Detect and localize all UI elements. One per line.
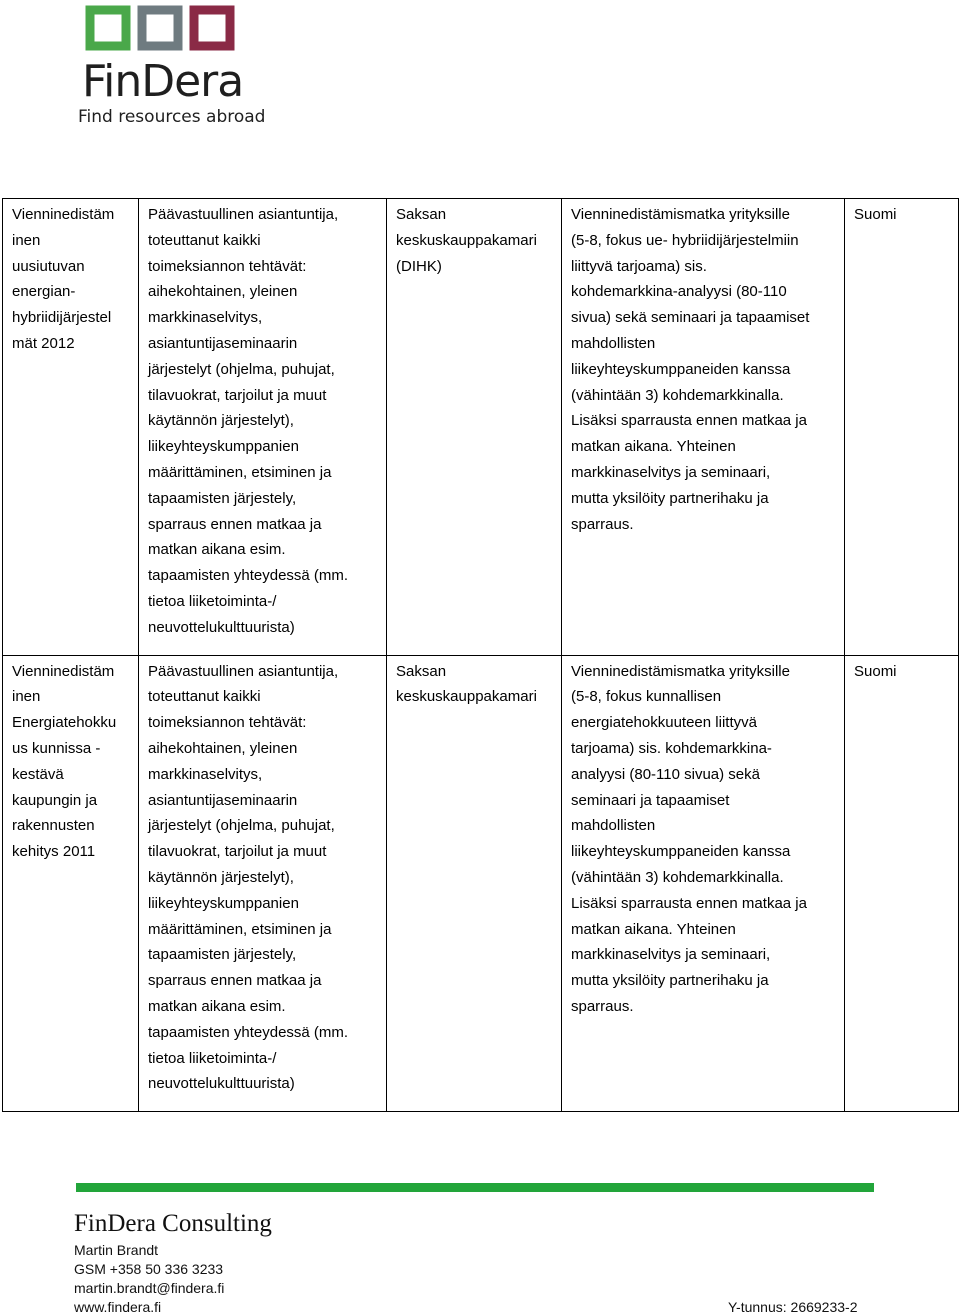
cell-role-line: asiantuntijaseminaarin: [148, 334, 298, 352]
cell-project-title-line: hybriidijärjestel: [12, 309, 112, 327]
cell-role-line: neuvottelukulttuurista): [148, 1075, 295, 1093]
cell-description-line: liikeyhteyskumppaneiden kanssa: [571, 360, 791, 378]
footer-divider-bar: [76, 1183, 874, 1192]
footer-website[interactable]: www.findera.fi: [74, 1299, 162, 1315]
footer-contact-name: Martin Brandt: [74, 1242, 159, 1258]
cell-role-line: Päävastuullinen asiantuntija,: [148, 206, 339, 223]
cell-role-line: matkan aikana esim.: [148, 541, 286, 559]
footer-business-id: Y-tunnus: 2669233-2: [728, 1299, 858, 1315]
cell-role-line: tapaamisten yhteydessä (mm.: [148, 567, 349, 585]
logo-name: FinDera: [82, 56, 244, 107]
cell-description-line: (5-8, fokus ue- hybriidijärjestelmiin: [571, 231, 799, 249]
cell-description-line: sparraus.: [571, 515, 634, 533]
cell-role-line: neuvottelukulttuurista): [148, 618, 295, 636]
logo-mark-icon: [84, 4, 244, 52]
cell-project-title-line: kehitys 2011: [12, 843, 96, 861]
cell-role-line: toteuttanut kaikki: [148, 231, 261, 249]
cell-role-line: tapaamisten yhteydessä (mm.: [148, 1023, 349, 1041]
cell-role-line: markkinaselvitys,: [148, 309, 263, 327]
cell-description-line: kohdemarkkina-analyysi (80-110: [571, 283, 787, 301]
references-table: [2, 198, 959, 1112]
cell-role: [139, 199, 387, 656]
cell-description-line: sivua) sekä seminaari ja tapaamiset: [571, 309, 810, 327]
cell-role-line: sparraus ennen matkaa ja: [148, 972, 322, 990]
cell-description-line: mutta yksilöity partnerihaku ja: [571, 489, 769, 507]
cell-role-line: asiantuntijaseminaarin: [148, 791, 298, 809]
cell-description-line: markkinaselvitys ja seminaari,: [571, 463, 771, 481]
cell-description-line: (vähintään 3) kohdemarkkinalla.: [571, 386, 784, 404]
cell-project-title-line: inen: [12, 688, 41, 706]
cell-description-line: Vienninedistämismatka yrityksille: [571, 206, 790, 223]
cell-description-line: tarjoama) sis. kohdemarkkina-: [571, 739, 772, 757]
cell-client-line: keskuskauppakamari: [396, 688, 537, 706]
cell-role-line: Päävastuullinen asiantuntija,: [148, 662, 339, 680]
cell-description-line: Lisäksi sparrausta ennen matkaa ja: [571, 894, 807, 912]
cell-role-line: tietoa liiketoiminta-/: [148, 1049, 277, 1067]
footer-company-name: FinDera Consulting: [74, 1210, 272, 1237]
cell-project-title-line: mät 2012: [12, 334, 75, 352]
cell-description-line: (5-8, fokus kunnallisen: [571, 688, 722, 706]
cell-description-line: matkan aikana. Yhteinen: [571, 920, 736, 938]
cell-description-line: analyysi (80-110 sivua) sekä: [571, 765, 760, 783]
cell-description-line: Lisäksi sparrausta ennen matkaa ja: [571, 412, 807, 430]
cell-role-line: tapaamisten järjestely,: [148, 946, 297, 964]
cell-role-line: käytännön järjestelyt),: [148, 868, 294, 886]
cell-description-line: (vähintään 3) kohdemarkkinalla.: [571, 868, 784, 886]
cell-project-title-line: kestävä: [12, 765, 64, 783]
cell-role: [139, 655, 387, 1112]
cell-description-line: Vienninedistämismatka yrityksille: [571, 662, 790, 680]
cell-description-line: liittyvä tarjoama) sis.: [571, 257, 707, 275]
cell-client: [387, 655, 562, 1112]
cell-role-line: aihekohtainen, yleinen: [148, 283, 298, 301]
cell-client-line: Saksan: [396, 206, 447, 223]
table-row: [3, 655, 959, 1112]
cell-project-title-line: Vienninedistäm: [12, 206, 115, 223]
cell-description-line: matkan aikana. Yhteinen: [571, 438, 736, 456]
cell-description-line: mutta yksilöity partnerihaku ja: [571, 972, 769, 990]
findera-logo: [76, 4, 266, 128]
cell-role-line: määrittäminen, etsiminen ja: [148, 463, 332, 481]
cell-role-line: käytännön järjestelyt),: [148, 412, 294, 430]
cell-role-line: määrittäminen, etsiminen ja: [148, 920, 332, 938]
cell-project-title-line: uusiutuvan: [12, 257, 85, 275]
cell-role-line: liikeyhteyskumppanien: [148, 894, 299, 912]
cell-client-line: keskuskauppakamari: [396, 231, 537, 249]
cell-project-title-line: rakennusten: [12, 817, 95, 835]
cell-role-line: liikeyhteyskumppanien: [148, 438, 299, 456]
cell-role-line: tapaamisten järjestely,: [148, 489, 297, 507]
cell-description-line: seminaari ja tapaamiset: [571, 791, 730, 809]
cell-description: [562, 199, 845, 656]
cell-description-line: mahdollisten: [571, 334, 656, 352]
cell-project-title-line: Energiatehokku: [12, 714, 117, 732]
cell-description-line: energiatehokkuuteen liittyvä: [571, 714, 757, 732]
cell-role-line: tietoa liiketoiminta-/: [148, 592, 277, 610]
cell-role-line: aihekohtainen, yleinen: [148, 739, 298, 757]
cell-role-line: matkan aikana esim.: [148, 997, 286, 1015]
cell-role-line: toteuttanut kaikki: [148, 688, 261, 706]
cell-country: [845, 199, 959, 656]
cell-client-line: (DIHK): [396, 257, 442, 275]
cell-project-title-line: energian-: [12, 283, 76, 301]
cell-project-title-line: inen: [12, 231, 41, 249]
cell-role-line: järjestelyt (ohjelma, puhujat,: [148, 360, 335, 378]
footer-phone[interactable]: GSM +358 50 336 3233: [74, 1261, 224, 1277]
cell-project-title-line: Vienninedistäm: [12, 662, 115, 680]
footer-email[interactable]: martin.brandt@findera.fi: [74, 1280, 225, 1296]
cell-role-line: tilavuokrat, tarjoilut ja muut: [148, 386, 327, 404]
cell-role-line: markkinaselvitys,: [148, 765, 263, 783]
cell-client: [387, 199, 562, 656]
cell-description-line: liikeyhteyskumppaneiden kanssa: [571, 843, 791, 861]
cell-country-line: Suomi: [854, 662, 897, 680]
cell-project-title: [3, 199, 139, 656]
cell-role-line: järjestelyt (ohjelma, puhujat,: [148, 817, 335, 835]
cell-country: [845, 655, 959, 1112]
cell-client-line: Saksan: [396, 662, 447, 680]
cell-role-line: toimeksiannon tehtävät:: [148, 257, 307, 275]
cell-project-title-line: kaupungin ja: [12, 791, 98, 809]
cell-project-title: [3, 655, 139, 1112]
cell-description: [562, 655, 845, 1112]
table-row: [3, 199, 959, 656]
cell-project-title-line: us kunnissa -: [12, 739, 101, 757]
cell-description-line: markkinaselvitys ja seminaari,: [571, 946, 771, 964]
cell-description-line: sparraus.: [571, 997, 634, 1015]
cell-country-line: Suomi: [854, 206, 897, 223]
cell-role-line: sparraus ennen matkaa ja: [148, 515, 322, 533]
logo-tagline: Find resources abroad: [78, 107, 266, 127]
cell-role-line: toimeksiannon tehtävät:: [148, 714, 307, 732]
cell-role-line: tilavuokrat, tarjoilut ja muut: [148, 843, 327, 861]
cell-description-line: mahdollisten: [571, 817, 656, 835]
